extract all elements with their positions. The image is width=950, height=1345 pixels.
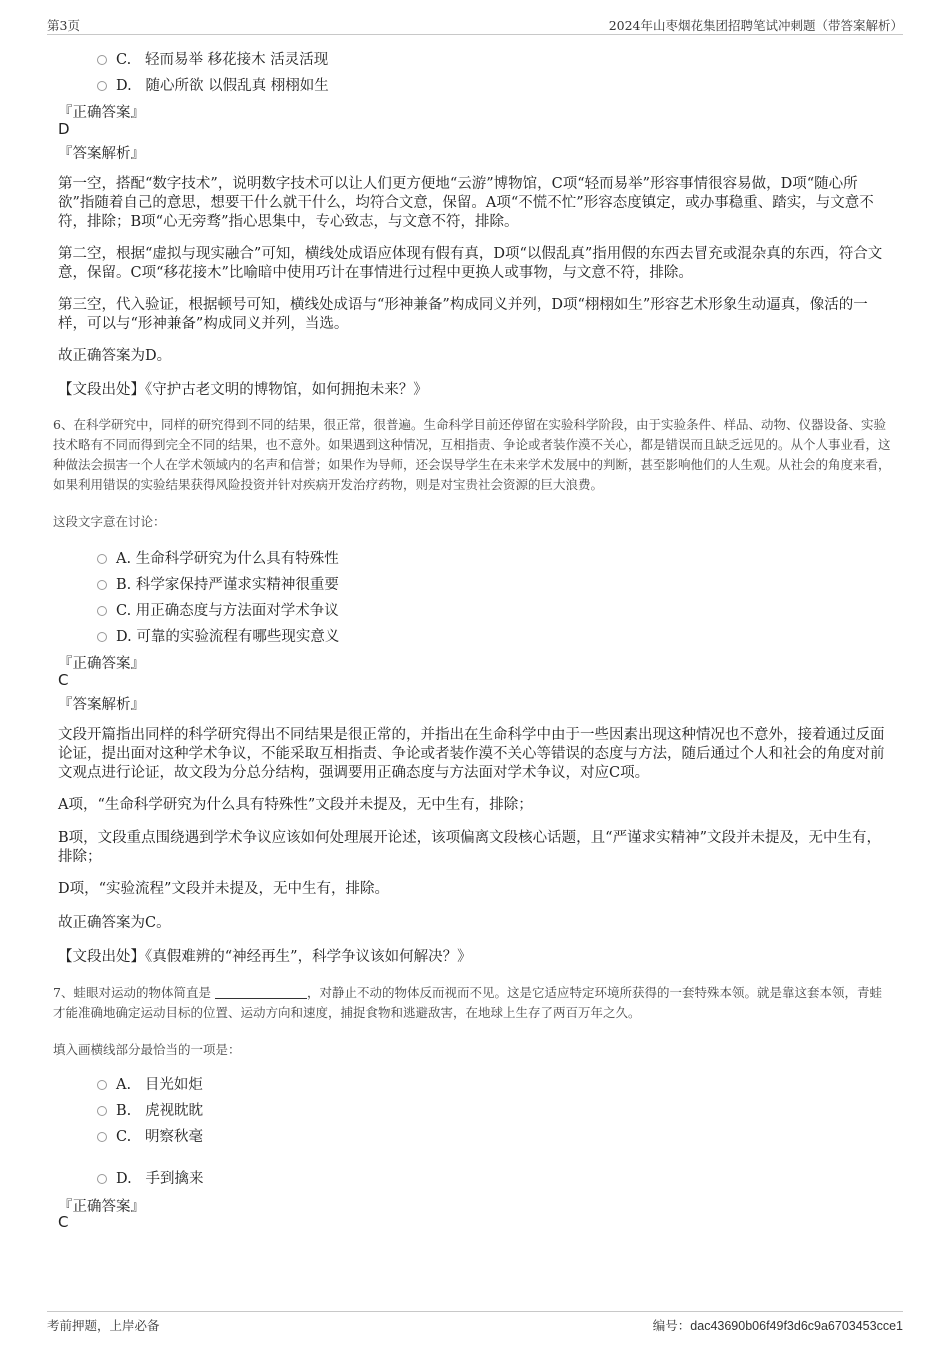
question-prompt: 这段文字意在讨论： xyxy=(53,514,166,529)
document-code: 编号：dac43690b06f49f3d6c9a6703453cce1 xyxy=(652,1318,903,1333)
analysis-conclusion: 故正确答案为C。 xyxy=(58,915,171,931)
analysis-label: 『答案解析』 xyxy=(58,697,145,713)
document-title: 2024年山枣烟花集团招聘笔试冲刺题（带答案解析） xyxy=(608,18,903,33)
option-d[interactable]: D. 可靠的实验流程有哪些现实意义 xyxy=(97,625,339,646)
option-b[interactable]: B. 科学家保持严谨求实精神很重要 xyxy=(97,573,339,594)
option-b[interactable]: B. 虎视眈眈 xyxy=(97,1099,203,1120)
radio-icon[interactable] xyxy=(97,580,107,590)
radio-icon[interactable] xyxy=(97,1106,107,1116)
analysis-paragraph: B项，文段重点围绕遇到学术争议应该如何处理展开论述，该项偏离文段核心话题，且“严谨求实精神”文段并未提及，无中生有，排除； xyxy=(58,830,881,865)
page-number: 第3页 xyxy=(47,18,80,33)
question-prompt: 填入画横线部分最恰当的一项是： xyxy=(53,1042,241,1057)
question-stem: 6、在科学研究中，同样的研究得到不同的结果，很正常，很普遍。生命科学目前还停留在实验科学阶段，由于实验条件、样品、动物、仪器设备、实验技术略有不同而得到完全不同的结果，也不意外。如果遇到这种情况，互相指责、争论或者装作漠不关心，都是错误而且缺乏远见的。从个人事业看，这种做法会损害一个人在学术领域内的名声和信誉；如果作为导师，还会误导学生在未来学术发展中的判断，甚至影响他们的人生观。从社会的角度来看，如果利用错误的实验结果获得风险投资并针对疾病开发治疗药物，则是对宝贵社会资源的巨大浪费。 xyxy=(53,417,891,492)
radio-icon[interactable] xyxy=(97,606,107,616)
source-citation: 【文段出处】《真假难辨的“神经再生”，科学争议该如何解决？》 xyxy=(58,949,472,965)
option-d[interactable]: D. 随心所欲 以假乱真 栩栩如生 xyxy=(97,74,329,95)
radio-icon[interactable] xyxy=(97,55,107,65)
question-stem: 7、蛙眼对运动的物体简直是 ，对静止不动的物体反而视而不见。这是它适应特定环境所获得的一套特殊本领。就是靠这套本领，青蛙才能准确地确定运动目标的位置、运动方向和速度，捕捉食物和逃避敌害，在地球上生存了两百万年之久。 xyxy=(53,985,882,1020)
option-a[interactable]: A. 生命科学研究为什么具有特殊性 xyxy=(97,547,339,568)
radio-icon[interactable] xyxy=(97,1080,107,1090)
radio-icon[interactable] xyxy=(97,632,107,642)
source-citation: 【文段出处】《守护古老文明的博物馆，如何拥抱未来？》 xyxy=(58,382,428,398)
analysis-paragraph: D项，“实验流程”文段并未提及，无中生有，排除。 xyxy=(58,881,389,897)
page-header xyxy=(47,14,903,35)
option-c[interactable]: C. 用正确态度与方法面对学术争议 xyxy=(97,599,339,620)
radio-icon[interactable] xyxy=(97,554,107,564)
correct-answer-label: 『正确答案』 xyxy=(58,1199,145,1215)
radio-icon[interactable] xyxy=(97,1174,107,1184)
correct-answer-label: 『正确答案』 xyxy=(58,105,145,121)
analysis-paragraph: 第一空，搭配“数字技术”，说明数字技术可以让人们更方便地“云游”博物馆，C项“轻而易举”形容事情很容易做，D项“随心所欲”指随着自己的意思，想要干什么就干什么，均符合文意，保留。A项“不慌不忙”形容态度镇定，或办事稳重、踏实，与文意不符，排除；B项“心无旁骛”指心思集中，专心致志，与文意不符，排除。 xyxy=(58,176,874,230)
analysis-paragraph: 第二空，根据“虚拟与现实融合”可知，横线处成语应体现有假有真，D项“以假乱真”指用假的东西去冒充或混杂真的东西，符合文意，保留。C项“移花接木”比喻暗中使用巧计在事情进行过程中更换人或事物，与文意不符，排除。 xyxy=(58,246,883,281)
analysis-paragraph: 文段开篇指出同样的科学研究得出不同结果是很正常的，并指出在生命科学中由于一些因素出现这种情况也不意外，接着通过反面论证，提出面对这种学术争议，不能采取互相指责、争论或者装作漠不关心等错误的态度与方法，随后通过个人和社会的角度对前文观点进行论证，故文段为分总分结构，强调要用正确态度与方法面对学术争议，对应C项。 xyxy=(58,727,885,781)
footer-slogan: 考前押题，上岸必备 xyxy=(47,1318,160,1333)
page-footer xyxy=(47,1311,903,1336)
radio-icon[interactable] xyxy=(97,81,107,91)
analysis-paragraph: A项，“生命科学研究为什么具有特殊性”文段并未提及，无中生有，排除； xyxy=(58,797,533,813)
analysis-label: 『答案解析』 xyxy=(58,146,145,162)
correct-answer-label: 『正确答案』 xyxy=(58,656,145,672)
correct-answer: C xyxy=(58,671,69,689)
analysis-paragraph: 第三空，代入验证，根据顿号可知，横线处成语与“形神兼备”构成同义并列，D项“栩栩如生”形容艺术形象生动逼真，像活的一样，可以与“形神兼备”构成同义并列，当选。 xyxy=(58,297,868,332)
correct-answer: C xyxy=(58,1213,69,1231)
correct-answer: D xyxy=(58,120,70,138)
option-c[interactable]: C. 明察秋毫 xyxy=(97,1125,203,1146)
option-a[interactable]: A. 目光如炬 xyxy=(97,1073,203,1094)
option-d[interactable]: D. 手到擒来 xyxy=(97,1167,204,1188)
fill-in-blank xyxy=(215,986,307,999)
analysis-conclusion: 故正确答案为D。 xyxy=(58,348,172,364)
option-c[interactable]: C. 轻而易举 移花接木 活灵活现 xyxy=(97,48,328,69)
radio-icon[interactable] xyxy=(97,1132,107,1142)
